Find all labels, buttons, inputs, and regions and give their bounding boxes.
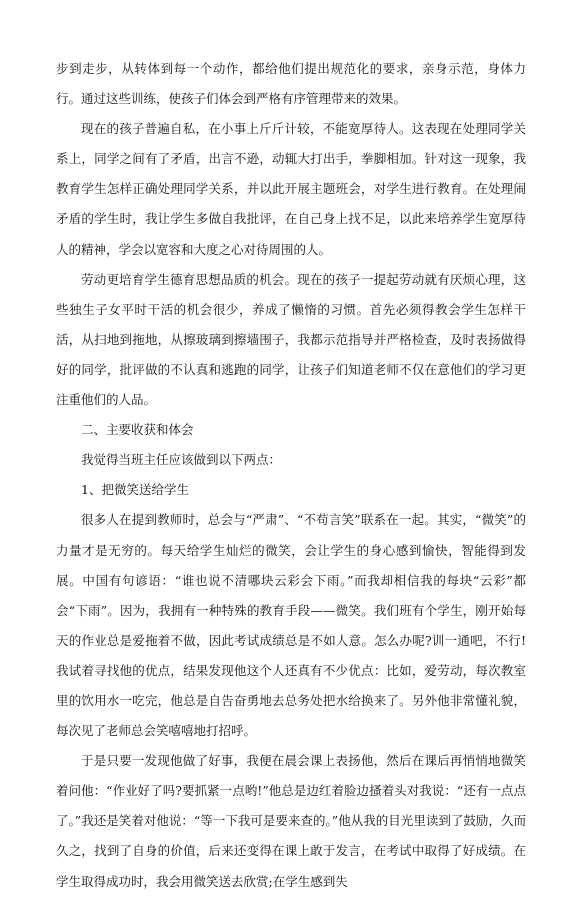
paragraph-two-points: 我觉得当班主任应该做到以下两点： [81, 452, 282, 468]
paragraph-classmate-relations: 现在的孩子普遍自私，在小事上斤斤计较，不能宽厚待人。这表现在处理同学关系上，同学之间有了矛盾，出言不逊，动辄大打出手，拳脚相加。针对这一现象，我教育学生怎样正确处理同学关系，并以此开展主题班会，对学生进行教育。在处理闹矛盾的学生时，我让学生多做自我批评，在自己身上找不足，以此来培养学生宽厚待人的精神，学会以宽容和大度之心对待周围的人。 [56, 121, 526, 257]
document-body [56, 54, 526, 897]
subheading-smile: 1、把微笑送给学生 [81, 482, 189, 498]
paragraph-labor-education: 劳动更培育学生德育思想品质的机会。现在的孩子一提起劳动就有厌烦心理，这些独生子女平时干活的机会很少，养成了懒惰的习惯。首先必须得教会学生怎样干活，从扫地到拖地，从擦玻璃到擦墙围子，我都示范指导并严格检查，及时表扬做得好的同学，批评做的不认真和逃跑的同学，让孩子们知道老师不仅在意他们的学习更注重他们的人品。 [56, 271, 526, 408]
paragraph-continuation: 步到走步，从转体到每一个动作，都给他们提出规范化的要求，亲身示范，身体力行。通过这些训练，使孩子们体会到严格有序管理带来的效果。 [56, 61, 526, 107]
paragraph-praise-student: 于是只要一发现他做了好事，我便在晨会课上表扬他，然后在课后再悄悄地微笑着问他：“作业好了吗?要抓紧一点哟!”他总是边红着脸边搔着头对我说：“还有一点点了。”我还是笑着对他说：“等一下我可是要来查的。”他从我的目光里读到了鼓励，久而久之，找到了自身的价值，后来还变得在课上敢于发言，在考试中取得了好成绩。在学生取得成功时，我会用微笑送去欣赏;在学生感到失 [56, 753, 526, 889]
paragraph-power-of-smile: 很多人在提到教师时，总会与“严肃”、“不苟言笑”联系在一起。其实，“微笑”的力量才是无穷的。每天给学生灿烂的微笑，会让学生的身心感到愉快，智能得到发展。中国有句谚语：“谁也说不清哪块云彩会下雨。”而我却相信我的每块“云彩”都会“下雨”。因为，我拥有一种特殊的教育手段——微笑。我们班有个学生，刚开始每天的作业总是爱拖着不做，因此考试成绩总是不如人意。怎么办呢?训一通吧，不行!我试着寻找他的优点，结果发现他这个人还真有不少优点：比如，爱劳动，每次教室里的饮用水一吃完，他总是自告奋勇地去总务处把水给换来了。另外他非常懂礼貌，每次见了老师总会笑嘻嘻地打招呼。 [56, 512, 526, 739]
section-heading-gains: 二、主要收获和体会 [81, 422, 194, 438]
